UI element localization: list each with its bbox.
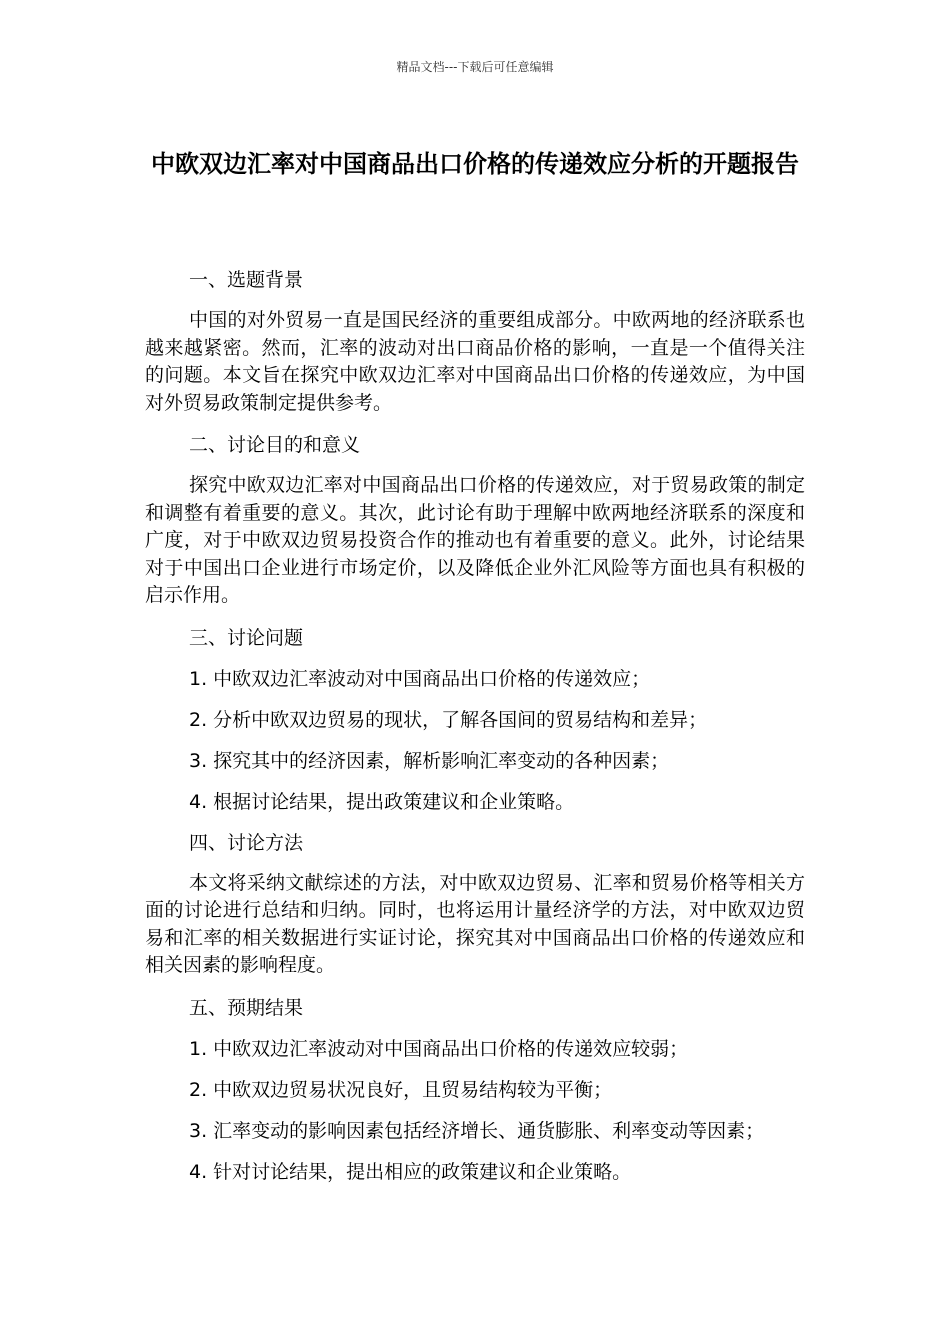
list-item: 1. 中欧双边汇率波动对中国商品出口价格的传递效应； <box>189 667 651 690</box>
document-body <box>145 266 805 1199</box>
section-paragraph-background: 中国的对外贸易一直是国民经济的重要组成部分。中欧两地的经济联系也越来越紧密。然而，汇率的波动对出口商品价格的影响，一直是一个值得关注的问题。本文旨在探究中欧双边汇率对中国商品出口价格的传递效应，为中国对外贸易政策制定提供参考。 <box>145 309 805 414</box>
section-heading-purpose: 二、讨论目的和意义 <box>189 434 361 456</box>
list-item: 4. 根据讨论结果，提出政策建议和企业策略。 <box>189 790 575 813</box>
list-item: 4. 针对讨论结果，提出相应的政策建议和企业策略。 <box>189 1160 632 1183</box>
document-title: 中欧双边汇率对中国商品出口价格的传递效应分析的开题报告 <box>151 150 799 178</box>
section-heading-expected-results: 五、预期结果 <box>189 996 304 1019</box>
section-heading-background: 一、选题背景 <box>189 269 304 291</box>
list-item: 2. 中欧双边贸易状况良好，且贸易结构较为平衡； <box>189 1078 613 1101</box>
list-item: 3. 探究其中的经济因素，解析影响汇率变动的各种因素； <box>189 749 670 772</box>
list-item: 1. 中欧双边汇率波动对中国商品出口价格的传递效应较弱； <box>189 1037 689 1060</box>
section-paragraph-methods: 本文将采纳文献综述的方法，对中欧双边贸易、汇率和贸易价格等相关方面的讨论进行总结和归纳。同时，也将运用计量经济学的方法，对中欧双边贸易和汇率的相关数据进行实证讨论，探究其对中国商品出口价格的传递效应和相关因素的影响程度。 <box>145 871 805 976</box>
section-heading-methods: 四、讨论方法 <box>189 831 304 854</box>
section-paragraph-purpose: 探究中欧双边汇率对中国商品出口价格的传递效应，对于贸易政策的制定和调整有着重要的意义。其次，此讨论有助于理解中欧两地经济联系的深度和广度，对于中欧双边贸易投资合作的推动也有着重要的意义。此外，讨论结果对于中国出口企业进行市场定价，以及降低企业外汇风险等方面也具有积极的启示作用。 <box>145 474 805 606</box>
header-note: 精品文档---下载后可任意编辑 <box>396 60 554 74</box>
section-heading-questions: 三、讨论问题 <box>189 626 304 649</box>
list-item: 3. 汇率变动的影响因素包括经济增长、通货膨胀、利率变动等因素； <box>189 1119 765 1142</box>
list-item: 2. 分析中欧双边贸易的现状，了解各国间的贸易结构和差异； <box>189 708 708 731</box>
